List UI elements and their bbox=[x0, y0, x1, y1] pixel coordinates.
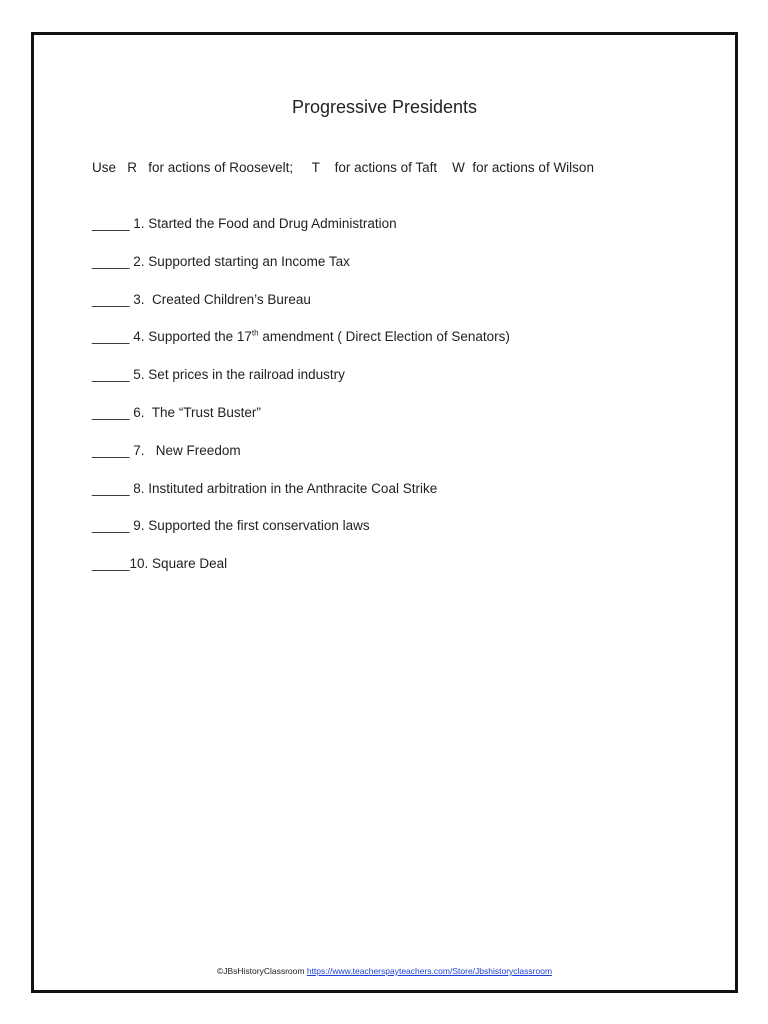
question-item bbox=[92, 367, 510, 405]
question-text: _____ 3. Created Children’s Bureau bbox=[92, 291, 311, 307]
question-item bbox=[92, 329, 510, 367]
question-item bbox=[92, 405, 510, 443]
question-item bbox=[92, 292, 510, 330]
question-text-after: amendment ( Direct Election of Senators) bbox=[258, 329, 510, 345]
store-link[interactable]: https://www.teacherspayteachers.com/Store/Jbshistoryclassroom bbox=[306, 966, 553, 976]
question-item bbox=[92, 518, 510, 556]
ordinal-superscript: th bbox=[251, 328, 259, 338]
page-title: Progressive Presidents bbox=[291, 97, 478, 117]
question-item bbox=[92, 254, 510, 292]
question-item bbox=[92, 443, 510, 481]
question-text: _____ 1. Started the Food and Drug Administration bbox=[92, 216, 397, 231]
question-item bbox=[92, 216, 510, 254]
copyright-text: ©JBsHistoryClassroom bbox=[216, 966, 307, 976]
footer bbox=[34, 966, 735, 976]
question-text: _____ 9. Supported the first conservation laws bbox=[92, 518, 370, 534]
question-text-before: _____ 4. Supported the 17 bbox=[92, 329, 252, 345]
instructions-text: Use R for actions of Roosevelt; T for actions of Taft W for actions of Wilson bbox=[92, 160, 594, 175]
question-text: _____10. Square Deal bbox=[92, 556, 228, 572]
question-text: _____ 6. The “Trust Buster” bbox=[92, 404, 261, 420]
question-text: _____ 8. Instituted arbitration in the Anthracite Coal Strike bbox=[92, 480, 438, 496]
question-item bbox=[92, 556, 510, 594]
question-list bbox=[92, 216, 510, 594]
question-item bbox=[92, 481, 510, 519]
question-text: _____ 5. Set prices in the railroad industry bbox=[92, 367, 345, 383]
question-text: _____ 2. Supported starting an Income Tax bbox=[92, 253, 350, 269]
worksheet-page bbox=[31, 32, 738, 993]
question-text: _____ 7. New Freedom bbox=[92, 442, 241, 458]
